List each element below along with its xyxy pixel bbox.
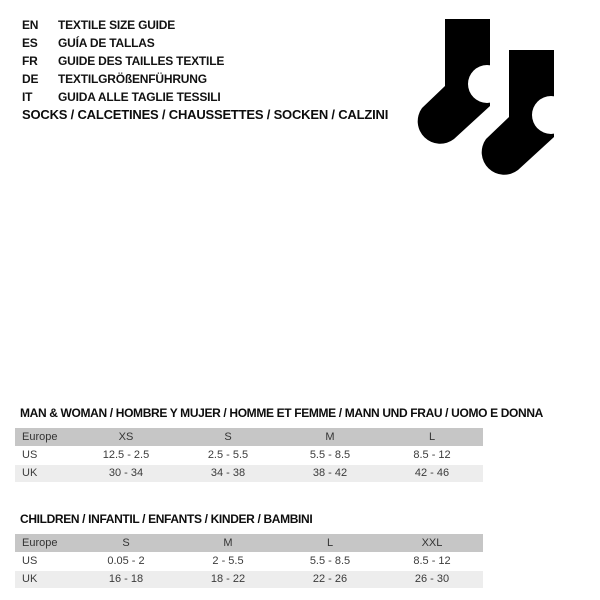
language-code: EN	[22, 18, 39, 32]
column-header-size: XS	[75, 428, 177, 447]
table-title-children: CHILDREN / INFANTIL / ENFANTS / KINDER / BAMBINI	[20, 512, 313, 526]
column-header-size: XXL	[381, 534, 483, 553]
language-code: DE	[22, 72, 39, 86]
language-row-fr	[22, 52, 224, 70]
table-row-us	[15, 553, 483, 571]
size-value: 2.5 - 5.5	[177, 447, 279, 465]
category-title: SOCKS / CALCETINES / CHAUSSETTES / SOCKEN / CALZINI	[22, 107, 389, 122]
size-value: 2 - 5.5	[177, 553, 279, 571]
size-value: 5.5 - 8.5	[279, 553, 381, 571]
column-header-region: Europe	[15, 534, 75, 553]
table-row-us	[15, 447, 483, 465]
socks-icon	[400, 10, 580, 185]
column-header-region: Europe	[15, 428, 75, 447]
language-label: GUIDE DES TAILLES TEXTILE	[58, 54, 225, 68]
size-value: 5.5 - 8.5	[279, 447, 381, 465]
size-value: 22 - 26	[279, 571, 381, 589]
table-row-uk	[15, 571, 483, 589]
column-header-size: M	[279, 428, 381, 447]
column-header-size: L	[279, 534, 381, 553]
language-code: IT	[22, 90, 33, 104]
table-header-row	[15, 534, 483, 553]
size-value: 34 - 38	[177, 465, 279, 483]
table-title-adults: MAN & WOMAN / HOMBRE Y MUJER / HOMME ET FEMME / MANN UND FRAU / UOMO E DONNA	[20, 406, 543, 420]
language-label: TEXTILE SIZE GUIDE	[58, 18, 176, 32]
language-code: ES	[22, 36, 38, 50]
size-value: 8.5 - 12	[381, 447, 483, 465]
size-value: 18 - 22	[177, 571, 279, 589]
table-header-row	[15, 428, 483, 447]
size-value: 12.5 - 2.5	[75, 447, 177, 465]
language-code: FR	[22, 54, 38, 68]
language-row-de	[22, 70, 224, 88]
table-row-uk	[15, 465, 483, 483]
region-label: UK	[15, 465, 75, 483]
size-table-children	[15, 534, 483, 589]
language-row-es	[22, 34, 224, 52]
sock-left-icon	[418, 19, 506, 144]
language-row-en	[22, 16, 224, 34]
language-label: GUÍA DE TALLAS	[58, 36, 155, 50]
size-value: 30 - 34	[75, 465, 177, 483]
size-value: 26 - 30	[381, 571, 483, 589]
size-table-adults	[15, 428, 483, 483]
language-row-it	[22, 88, 224, 106]
region-label: UK	[15, 571, 75, 589]
language-label: GUIDA ALLE TAGLIE TESSILI	[58, 90, 221, 104]
size-value: 0.05 - 2	[75, 553, 177, 571]
size-value: 38 - 42	[279, 465, 381, 483]
column-header-size: S	[75, 534, 177, 553]
language-label: TEXTILGRÖßENFÜHRUNG	[58, 72, 207, 86]
column-header-size: S	[177, 428, 279, 447]
language-list	[22, 16, 224, 106]
column-header-size: M	[177, 534, 279, 553]
size-value: 42 - 46	[381, 465, 483, 483]
region-label: US	[15, 553, 75, 571]
size-value: 16 - 18	[75, 571, 177, 589]
region-label: US	[15, 447, 75, 465]
size-value: 8.5 - 12	[381, 553, 483, 571]
column-header-size: L	[381, 428, 483, 447]
